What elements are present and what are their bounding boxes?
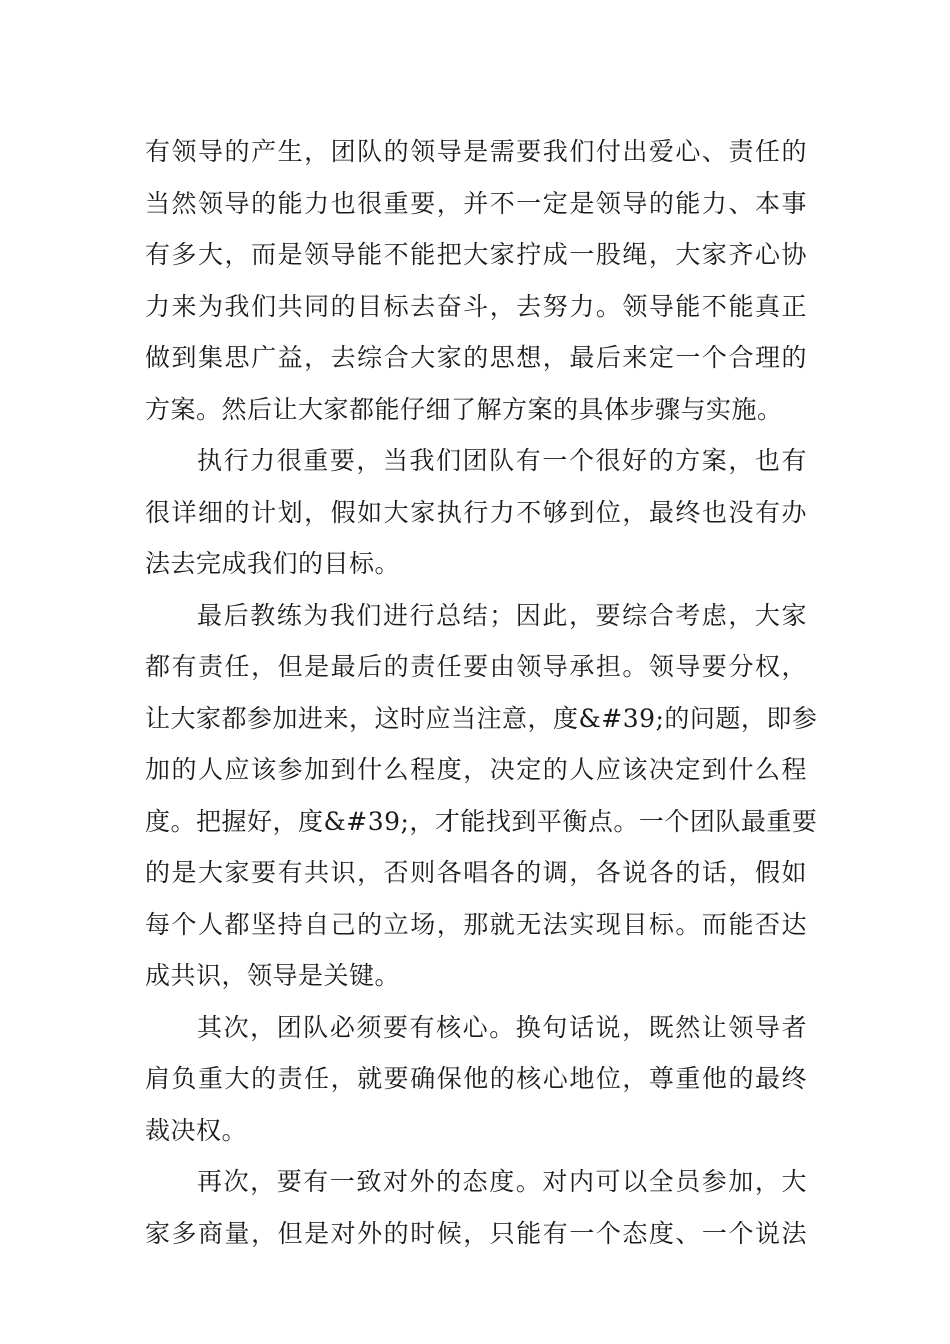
text-line: 肩负重大的责任，就要确保他的核心地位，尊重他的最终 bbox=[145, 1064, 807, 1093]
text-line: 度。把握好，度&#39;，才能找到平衡点。一个团队最重要 bbox=[145, 806, 818, 836]
text-line: 力来为我们共同的目标去奋斗，去努力。领导能不能真正 bbox=[145, 291, 807, 321]
text-line: 加的人应该参加到什么程度，决定的人应该决定到什么程 bbox=[145, 755, 807, 784]
text-line: 执行力很重要，当我们团队有一个很好的方案，也有 bbox=[197, 446, 807, 475]
document-body bbox=[145, 126, 818, 1259]
text-line: 再次，要有一致对外的态度。对内可以全员参加，大 bbox=[197, 1167, 807, 1196]
paragraph-execution bbox=[145, 435, 807, 590]
text-line: 方案。然后让大家都能仔细了解方案的具体步骤与实施。 bbox=[145, 394, 783, 424]
paragraph-summary bbox=[145, 590, 818, 1002]
text-line: 每个人都坚持自己的立场，那就无法实现目标。而能否达 bbox=[145, 909, 807, 939]
text-line: 裁决权。 bbox=[145, 1115, 248, 1145]
text-line: 都有责任，但是最后的责任要由领导承担。领导要分权， bbox=[145, 652, 807, 681]
text-line: 让大家都参加进来，这时应当注意，度&#39;的问题，即参 bbox=[145, 703, 818, 733]
text-line: 其次，团队必须要有核心。换句话说，既然让领导者 bbox=[197, 1012, 807, 1042]
text-line: 的是大家要有共识，否则各唱各的调，各说各的话，假如 bbox=[145, 858, 807, 887]
paragraph-attitude bbox=[145, 1156, 807, 1259]
paragraph-leadership bbox=[145, 126, 807, 435]
text-line: 很详细的计划，假如大家执行力不够到位，最终也没有办 bbox=[145, 497, 807, 527]
text-line: 有多大，而是领导能不能把大家拧成一股绳，大家齐心协 bbox=[145, 240, 807, 269]
text-line: 最后教练为我们进行总结；因此，要综合考虑，大家 bbox=[197, 600, 807, 630]
text-line: 家多商量，但是对外的时候，只能有一个态度、一个说法 bbox=[145, 1218, 807, 1248]
paragraph-core bbox=[145, 1002, 807, 1157]
text-line: 做到集思广益，去综合大家的思想，最后来定一个合理的 bbox=[145, 343, 807, 372]
text-line: 成共识，领导是关键。 bbox=[145, 961, 401, 990]
text-line: 有领导的产生，团队的领导是需要我们付出爱心、责任的 bbox=[145, 137, 807, 166]
text-line: 当然领导的能力也很重要，并不一定是领导的能力、本事 bbox=[145, 188, 807, 218]
text-line: 法去完成我们的目标。 bbox=[145, 549, 401, 578]
